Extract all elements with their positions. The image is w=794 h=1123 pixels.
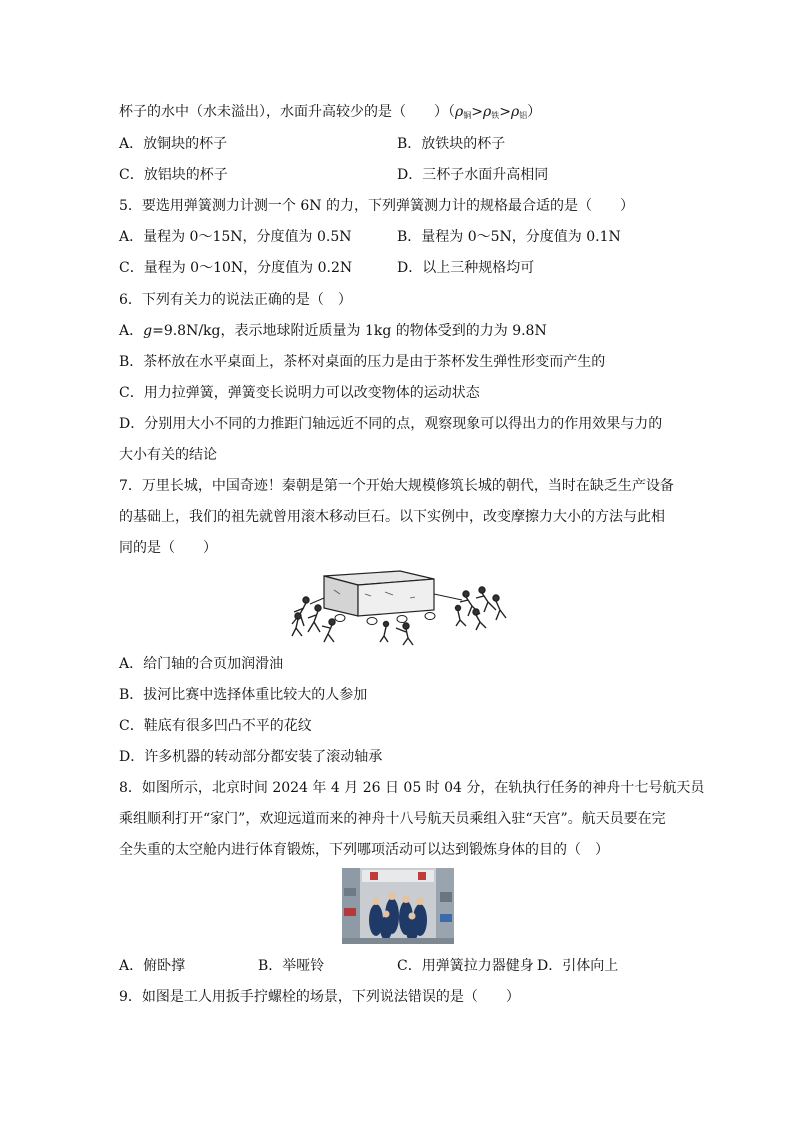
q8-option-a[interactable]: A．俯卧撑 [119, 958, 186, 974]
q7-option-d[interactable]: D．许多机器的转动部分都安装了滚动轴承 [119, 749, 383, 765]
stone-rolling-figure [290, 564, 510, 646]
q6-option-b[interactable]: B．茶杯放在水平桌面上，茶杯对桌面的压力是由于茶杯发生弹性形变而产生的 [119, 354, 606, 370]
gt-symbol: > [499, 104, 511, 120]
q7-option-c[interactable]: C．鞋底有很多凹凸不平的花纹 [119, 718, 312, 734]
q6-option-d[interactable]: D．分别用大小不同的力推距门轴远近不同的点，观察现象可以得出力的作用效果与力的 [119, 416, 663, 432]
rho-symbol: ρ [455, 104, 464, 120]
q8-stem-line3: 全失重的太空舱内进行体育锻炼，下列哪项活动可以达到锻炼身体的目的（ ） [119, 842, 609, 858]
q8-stem-line1: 8．如图所示，北京时间 2024 年 4 月 26 日 05 时 04 分，在轨执行任务的神舟十七号航天员 [119, 780, 705, 796]
q7-option-a[interactable]: A．给门轴的合页加润滑油 [119, 656, 284, 672]
rho-sub-iron: 铁 [491, 111, 500, 120]
rho-sub-copper: 铜 [463, 111, 472, 120]
q9-stem: 9．如图是工人用扳手拧螺栓的场景，下列说法错误的是（ ） [119, 989, 520, 1005]
q5-option-c[interactable]: C．量程为 0～10N，分度值为 0.2N [119, 260, 353, 276]
q7-option-b[interactable]: B．拔河比赛中选择体重比较大的人参加 [119, 687, 368, 703]
q4-option-d[interactable]: D．三杯子水面升高相同 [397, 167, 549, 183]
q4-stem-text: 杯子的水中（水未溢出），水面升高较少的是（ ）（ [119, 104, 455, 120]
q6-option-a-text: =9.8N/kg，表示地球附近质量为 1kg 的物体受到的力为 9.8N [152, 323, 547, 339]
q6-option-d-cont: 大小有关的结论 [119, 447, 217, 463]
q4-option-a[interactable]: A．放铜块的杯子 [119, 136, 228, 152]
q5-option-d[interactable]: D．以上三种规格均可 [397, 260, 535, 276]
q8-stem-line2: 乘组顺利打开“家门”，欢迎远道而来的神舟十八号航天员乘组入驻“天宫”。航天员要在完 [119, 811, 666, 827]
q4-option-c[interactable]: C．放铝块的杯子 [119, 167, 228, 183]
q5-option-a[interactable]: A．量程为 0～15N，分度值为 0.5N [119, 229, 352, 245]
q7-stem-line2: 的基础上，我们的祖先就曾用滚木移动巨石。以下实例中，改变摩擦力大小的方法与此相 [119, 509, 665, 525]
q6-option-c[interactable]: C．用力拉弹簧，弹簧变长说明力可以改变物体的运动状态 [119, 385, 480, 401]
q4-stem [119, 102, 541, 126]
astronauts-photo [342, 868, 454, 944]
q6-option-a-letter: A． [119, 323, 144, 339]
q4-stem-close: ） [527, 104, 542, 120]
q8-option-c[interactable]: C．用弹簧拉力器健身 [397, 958, 534, 974]
g-symbol: g [143, 323, 153, 339]
q5-option-b[interactable]: B．量程为 0～5N，分度值为 0.1N [397, 229, 621, 245]
q6-stem: 6．下列有关力的说法正确的是（ ） [119, 292, 352, 308]
rho-sub-aluminum: 铝 [519, 111, 528, 120]
q5-stem: 5．要选用弹簧测力计测一个 6N 的力，下列弹簧测力计的规格最合适的是（ ） [119, 198, 634, 214]
q6-option-a[interactable] [119, 321, 547, 341]
q8-option-b[interactable]: B．举哑铃 [258, 958, 325, 974]
q8-option-d[interactable]: D．引体向上 [537, 958, 619, 974]
q7-stem-line1: 7．万里长城，中国奇迹！秦朝是第一个开始大规模修筑长城的朝代，当时在缺乏生产设备 [119, 478, 674, 494]
rho-symbol: ρ [482, 104, 492, 120]
gt-symbol: > [471, 104, 483, 120]
q7-stem-line3: 同的是（ ） [119, 540, 217, 556]
q4-option-b[interactable]: B．放铁块的杯子 [397, 136, 506, 152]
rho-symbol: ρ [510, 104, 520, 120]
